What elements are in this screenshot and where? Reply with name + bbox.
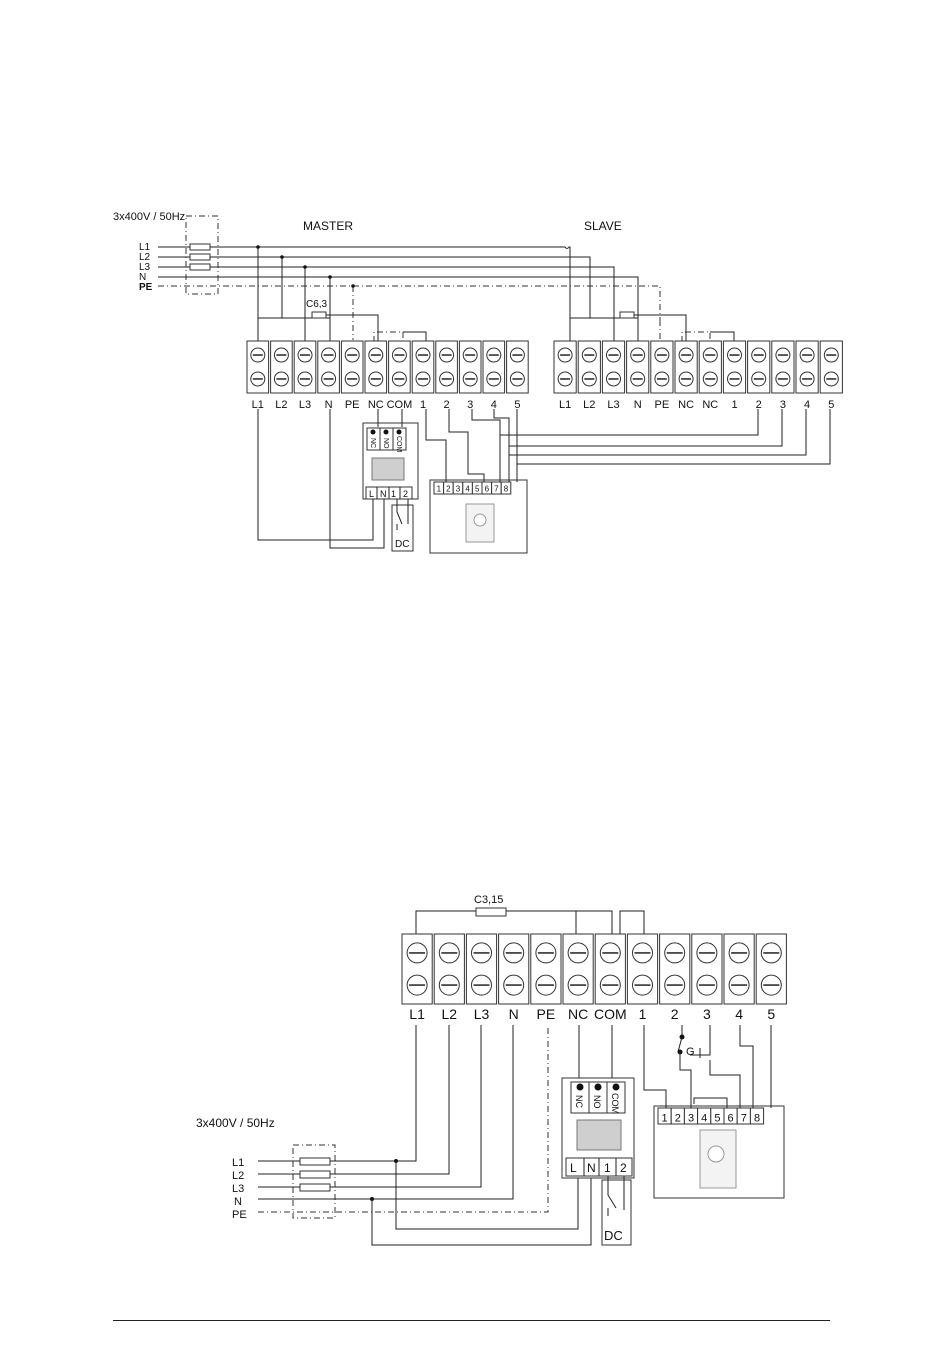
d1-dc-label: DC (395, 539, 410, 550)
d2-dc-label: DC (604, 1228, 623, 1243)
d2-fuse-label: C3,15 (474, 894, 504, 906)
master-terminal (294, 341, 316, 411)
d2-terminal (499, 934, 529, 1022)
d2-relay-com: COM (610, 1093, 620, 1114)
d1-thermostat-pin-label: 6 (484, 484, 490, 494)
d1-master-fuse (312, 312, 326, 318)
master-terminal (436, 341, 458, 411)
slave-terminal (796, 341, 818, 411)
d2-line-pe: PE (232, 1209, 247, 1221)
d1-line-l1: L1 (139, 242, 151, 253)
d2-thermostat-pin-label: 2 (674, 1112, 681, 1125)
slave-terminal (578, 341, 600, 411)
d2-terminal (466, 934, 496, 1022)
d2-terminal (531, 934, 561, 1022)
d1-thermostat-pin-label: 5 (474, 484, 480, 494)
d2-terminal (402, 934, 432, 1022)
d2-thermostat-pin-label: 8 (753, 1112, 761, 1125)
d1-line-n: N (139, 272, 147, 283)
d2-terminal (692, 934, 722, 1022)
master-terminal-label: COM (386, 399, 413, 411)
slave-terminal (651, 341, 673, 411)
d2-relay-in-n: N (587, 1161, 596, 1175)
d1-thermostat-pin-label: 4 (465, 484, 470, 494)
d2-terminal-block (402, 934, 786, 1022)
master-terminal-block (247, 341, 528, 411)
slave-terminal-label: N (633, 399, 642, 411)
d2-terminal (724, 934, 754, 1022)
master-terminal (271, 341, 293, 411)
master-terminal (341, 341, 363, 411)
master-terminal (507, 341, 529, 411)
d1-relay-com: COM (395, 436, 402, 453)
master-terminal (412, 341, 434, 411)
slave-terminal (748, 341, 770, 411)
d2-relay (562, 1025, 634, 1245)
master-terminal (365, 341, 387, 411)
slave-terminal (627, 341, 649, 411)
d2-terminal (434, 934, 464, 1022)
master-title: MASTER (303, 219, 354, 233)
diagram-master-slave (113, 211, 842, 553)
d1-relay (258, 409, 418, 551)
master-terminal (483, 341, 505, 411)
d1-thermostat-pin-label: 2 (446, 484, 451, 494)
master-terminal-label: 1 (419, 399, 427, 411)
d1-supply-label: 3x400V / 50Hz (113, 211, 186, 223)
slave-terminal (554, 341, 576, 411)
master-terminal-label: 4 (490, 399, 497, 411)
d2-line-l2: L2 (232, 1170, 245, 1182)
d1-relay-in-1: 1 (391, 489, 397, 499)
master-terminal-label: L3 (298, 399, 312, 411)
master-terminal (247, 341, 269, 411)
d1-relay-module-icon (372, 458, 404, 480)
slave-terminal-label: 2 (755, 399, 762, 411)
master-terminal-label: 2 (443, 399, 450, 411)
d1-relay-in-2: 2 (403, 489, 409, 499)
d1-thermostat-pins (434, 482, 511, 494)
slave-terminal (699, 341, 721, 411)
d1-bus-lines (158, 245, 660, 340)
master-terminal (459, 341, 481, 411)
slave-terminal-label: NC (702, 399, 719, 411)
d2-terminal (660, 934, 690, 1022)
d2-terminal-label: NC (567, 1006, 589, 1022)
d2-thermostat-pin-label: 7 (740, 1112, 747, 1125)
d2-supply-label: 3x400V / 50Hz (196, 1116, 275, 1130)
d2-terminal-label: PE (536, 1006, 556, 1022)
d1-thermostat-pin-label: 3 (455, 484, 461, 494)
master-terminal-label: L2 (275, 399, 288, 411)
d2-terminal-label: L2 (441, 1006, 458, 1022)
d2-line-l3: L3 (232, 1183, 245, 1195)
master-terminal (387, 341, 413, 411)
slave-terminal-label: L3 (607, 399, 620, 411)
d2-terminal-label: 1 (638, 1006, 647, 1022)
slave-terminal (772, 341, 794, 411)
d2-terminal (563, 934, 593, 1022)
d2-supply-labels (232, 1157, 247, 1221)
d2-relay-no: NO (592, 1095, 602, 1109)
d2-terminal-label: L1 (409, 1006, 425, 1022)
master-terminal-label: L1 (251, 399, 264, 411)
d1-thermostat-pin-label: 1 (436, 484, 442, 494)
d2-line-l1: L1 (232, 1157, 245, 1169)
d1-line-pe: PE (139, 282, 153, 293)
d2-thermostat-pin-label: 5 (714, 1112, 721, 1125)
d1-fuse-label: C6,3 (306, 299, 328, 310)
d2-relay-module-icon (577, 1120, 621, 1150)
d1-thermostat-pin-label: 7 (494, 484, 499, 494)
slave-terminal (820, 341, 842, 411)
master-terminal-label: NC (367, 399, 384, 411)
d2-thermostat (644, 1025, 784, 1198)
master-terminal-label: PE (344, 399, 360, 411)
slave-terminal-label: 1 (731, 399, 738, 411)
slave-terminal-label: 4 (804, 399, 811, 411)
slave-terminal-label: L2 (583, 399, 596, 411)
d1-relay-in-l: L (369, 489, 375, 499)
d2-main-breaker-box (293, 1145, 335, 1218)
d1-breaker-pole-2 (190, 254, 210, 260)
master-terminal-label: 5 (514, 399, 521, 411)
slave-terminal (675, 341, 697, 411)
d1-relay-no: NO (382, 438, 389, 449)
slave-terminal-label: NC (678, 399, 695, 411)
master-terminal-label: 3 (467, 399, 474, 411)
d2-terminal (627, 934, 657, 1022)
slave-terminal-label: PE (654, 399, 670, 411)
d2-line-n: N (234, 1196, 242, 1208)
d2-thermostat-pins (658, 1108, 764, 1125)
d2-terminal-label: 4 (735, 1006, 743, 1022)
d2-terminal (594, 934, 627, 1022)
d2-terminal-label: 5 (767, 1006, 776, 1022)
slave-terminal-label: 3 (779, 399, 786, 411)
d1-line-l3: L3 (139, 262, 151, 273)
d1-thermostat-pin-label: 8 (503, 484, 509, 494)
d2-relay-in-1: 1 (604, 1161, 611, 1175)
slave-terminal-label: L1 (558, 399, 572, 411)
d1-relay-in-n: N (380, 489, 387, 499)
d2-terminal-label: L3 (473, 1006, 490, 1022)
d2-thermostat-pin-label: 1 (661, 1112, 668, 1125)
slave-terminal-block (554, 341, 842, 411)
d2-relay-in-l: L (570, 1161, 577, 1175)
d2-thermostat-pin-label: 3 (687, 1112, 695, 1125)
d2-relay-nc: NC (574, 1095, 584, 1108)
d2-terminal (756, 934, 786, 1022)
d1-supply-labels (139, 242, 153, 293)
slave-terminal-label: 5 (828, 399, 835, 411)
d2-relay-in-2: 2 (620, 1161, 627, 1175)
slave-title: SLAVE (584, 219, 622, 233)
d2-thermostat-pin-label: 6 (727, 1112, 734, 1125)
g-label: G (686, 1046, 695, 1058)
d1-breaker-pole-1 (190, 244, 210, 250)
d2-terminal-label: 2 (670, 1006, 679, 1022)
slave-terminal (602, 341, 624, 411)
d1-line-l2: L2 (139, 252, 151, 263)
d1-slave-fuse (620, 312, 634, 318)
d2-thermostat-pin-label: 4 (701, 1112, 708, 1125)
master-terminal-label: N (324, 399, 333, 411)
d1-thermostat (426, 409, 830, 553)
d1-breaker-pole-3 (190, 264, 210, 270)
d2-fuse (476, 908, 506, 916)
d2-terminal-label: N (508, 1006, 519, 1022)
d1-relay-nc: NC (369, 438, 376, 449)
master-terminal (318, 341, 340, 411)
d2-terminal-label: 3 (703, 1006, 711, 1022)
slave-terminal (723, 341, 745, 411)
diagram-single-unit (196, 894, 786, 1245)
d2-feed-lines (258, 1025, 591, 1245)
page-footer-rule (113, 1320, 830, 1321)
d2-terminal-label: COM (593, 1006, 627, 1022)
